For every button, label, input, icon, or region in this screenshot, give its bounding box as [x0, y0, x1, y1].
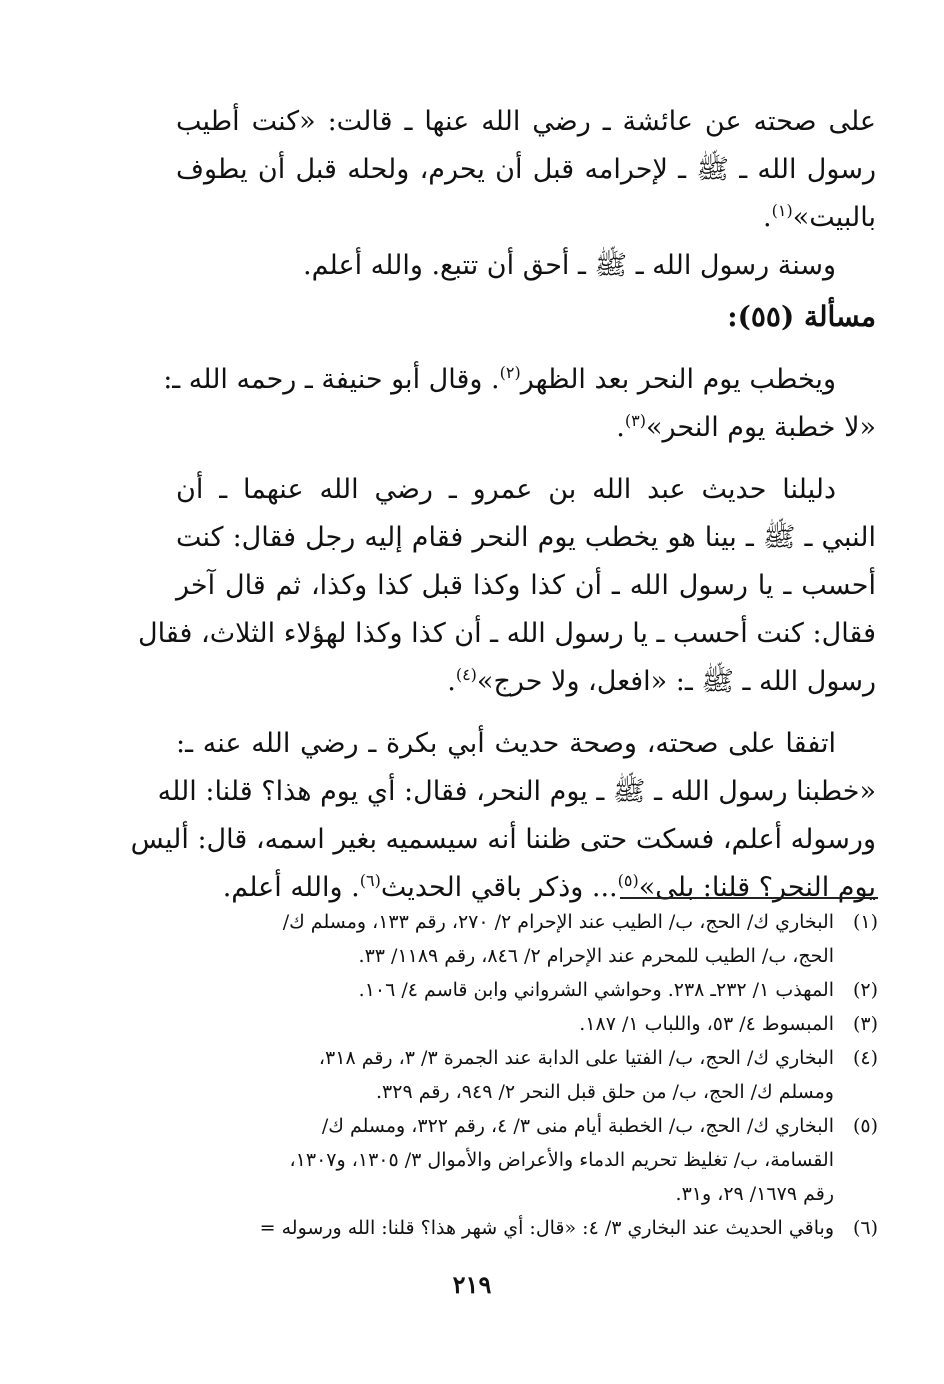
section-heading: مسألة (٥٥):	[727, 300, 876, 333]
footnote-number: (٤)	[852, 1047, 878, 1069]
text-line: على صحته عن عائشة ـ رضي الله عنها ـ قالت: «كنت أطيب	[176, 106, 876, 137]
footnote	[166, 1211, 878, 1245]
footnote-ref[interactable]: (٣)	[624, 411, 646, 430]
footnote	[166, 1109, 878, 1211]
footnote-number: (١)	[852, 911, 878, 933]
footnote	[166, 905, 878, 973]
footnote-line: البخاري ك/ الحج، ب/ الفتيا على الدابة عند الجمرة ٣/ ٣، رقم ٣١٨،	[318, 1047, 834, 1069]
footnote	[166, 1041, 878, 1109]
footnote-line: وباقي الحديث عند البخاري ٣/ ٤: «قال: أي شهر هذا؟ قلنا: الله ورسوله =	[259, 1217, 834, 1239]
footnote	[166, 1007, 878, 1041]
footnote-number: (٥)	[852, 1115, 878, 1137]
footnote-number: (٦)	[852, 1217, 878, 1239]
text-line: اتفقا على صحته، وصحة حديث أبي بكرة ـ رضي الله عنه ـ:	[176, 728, 836, 759]
text-line: «خطبنا رسول الله ـ ﷺ ـ يوم النحر، فقال: أي يوم هذا؟ قلنا: الله	[157, 776, 876, 807]
footnote-number: (٢)	[852, 979, 878, 1001]
footnote-line: رقم ١٦٧٩/ ٢٩، و٣١.	[675, 1183, 834, 1205]
footnote-ref[interactable]: (٤)	[455, 665, 477, 684]
text-line: رسول الله ـ ﷺ ـ لإحرامه قبل أن يحرم، ولحله قبل أن يطوف	[176, 154, 876, 185]
footnote-line: البخاري ك/ الحج، ب/ الخطبة أيام منى ٣/ ٤، رقم ٣٢٢، ومسلم ك/	[321, 1115, 834, 1137]
text-line: النبي ـ ﷺ ـ بينا هو يخطب يوم النحر فقام إليه رجل فقال: كنت	[176, 522, 876, 553]
page-number: ٢١٩	[452, 1270, 492, 1299]
footnote-line: المهذب ١/ ٢٣٢ـ ٢٣٨. وحواشي الشرواني وابن قاسم ٤/ ١٠٦.	[358, 979, 834, 1001]
footnote	[166, 973, 878, 1007]
footnotes	[166, 905, 878, 1245]
main-text	[130, 98, 876, 912]
footnote-line: الحج، ب/ الطيب للمحرم عند الإحرام ٢/ ٨٤٦، رقم ١١٨٩/ ٣٣.	[358, 945, 834, 967]
footnote-line: القسامة، ب/ تغليظ تحريم الدماء والأعراض والأموال ٣/ ١٣٠٥، و١٣٠٧،	[289, 1149, 834, 1171]
text-line: أحسب ـ يا رسول الله ـ أن كذا وكذا قبل كذا وكذا، ثم قال آخر	[176, 570, 876, 601]
text-line: دليلنا حديث عبد الله بن عمرو ـ رضي الله عنهما ـ أن	[176, 474, 836, 505]
text-line: بالبيت»$^{(١)}$.	[763, 201, 876, 233]
text-line: يوم النحر؟ قلنا: بلى»$^{(٥)}$... وذكر باقي الحديث$^{(٦)}$. والله أعلم.	[222, 871, 876, 903]
text-line: ورسوله أعلم، فسكت حتى ظننا أنه سيسميه بغير اسمه، قال: أليس	[130, 824, 876, 855]
text-line: «لا خطبة يوم النحر»$^{(٣)}$.	[616, 411, 876, 443]
footnote-ref[interactable]: (٢)	[499, 363, 521, 382]
text-line: وسنة رسول الله ـ ﷺ ـ أحق أن تتبع. والله أعلم.	[303, 250, 836, 281]
text-line: ويخطب يوم النحر بعد الظهر$^{(٢)}$. وقال أبو حنيفة ـ رحمه الله ـ:	[163, 363, 836, 395]
footnote-line: البخاري ك/ الحج، ب/ الطيب عند الإحرام ٢/ ٢٧٠، رقم ١٣٣، ومسلم ك/	[282, 911, 834, 933]
text-line: رسول الله ـ ﷺ ـ: «افعل، ولا حرج»$^{(٤)}$.	[447, 665, 876, 697]
footnote-ref[interactable]: (٦)	[359, 871, 381, 890]
text-line: فقال: كنت أحسب ـ يا رسول الله ـ أن كذا وكذا لهؤلاء الثلاث، فقال	[138, 618, 876, 649]
footnote-line: المبسوط ٤/ ٥٣، واللباب ١/ ١٨٧.	[579, 1013, 834, 1035]
footnote-ref[interactable]: (١)	[771, 201, 793, 220]
footnote-ref[interactable]: (٥)	[617, 871, 639, 890]
footnote-number: (٣)	[852, 1013, 878, 1035]
footnote-divider	[620, 897, 878, 899]
footnote-line: ومسلم ك/ الحج، ب/ من حلق قبل النحر ٢/ ٩٤٩، رقم ٣٢٩.	[375, 1081, 834, 1103]
